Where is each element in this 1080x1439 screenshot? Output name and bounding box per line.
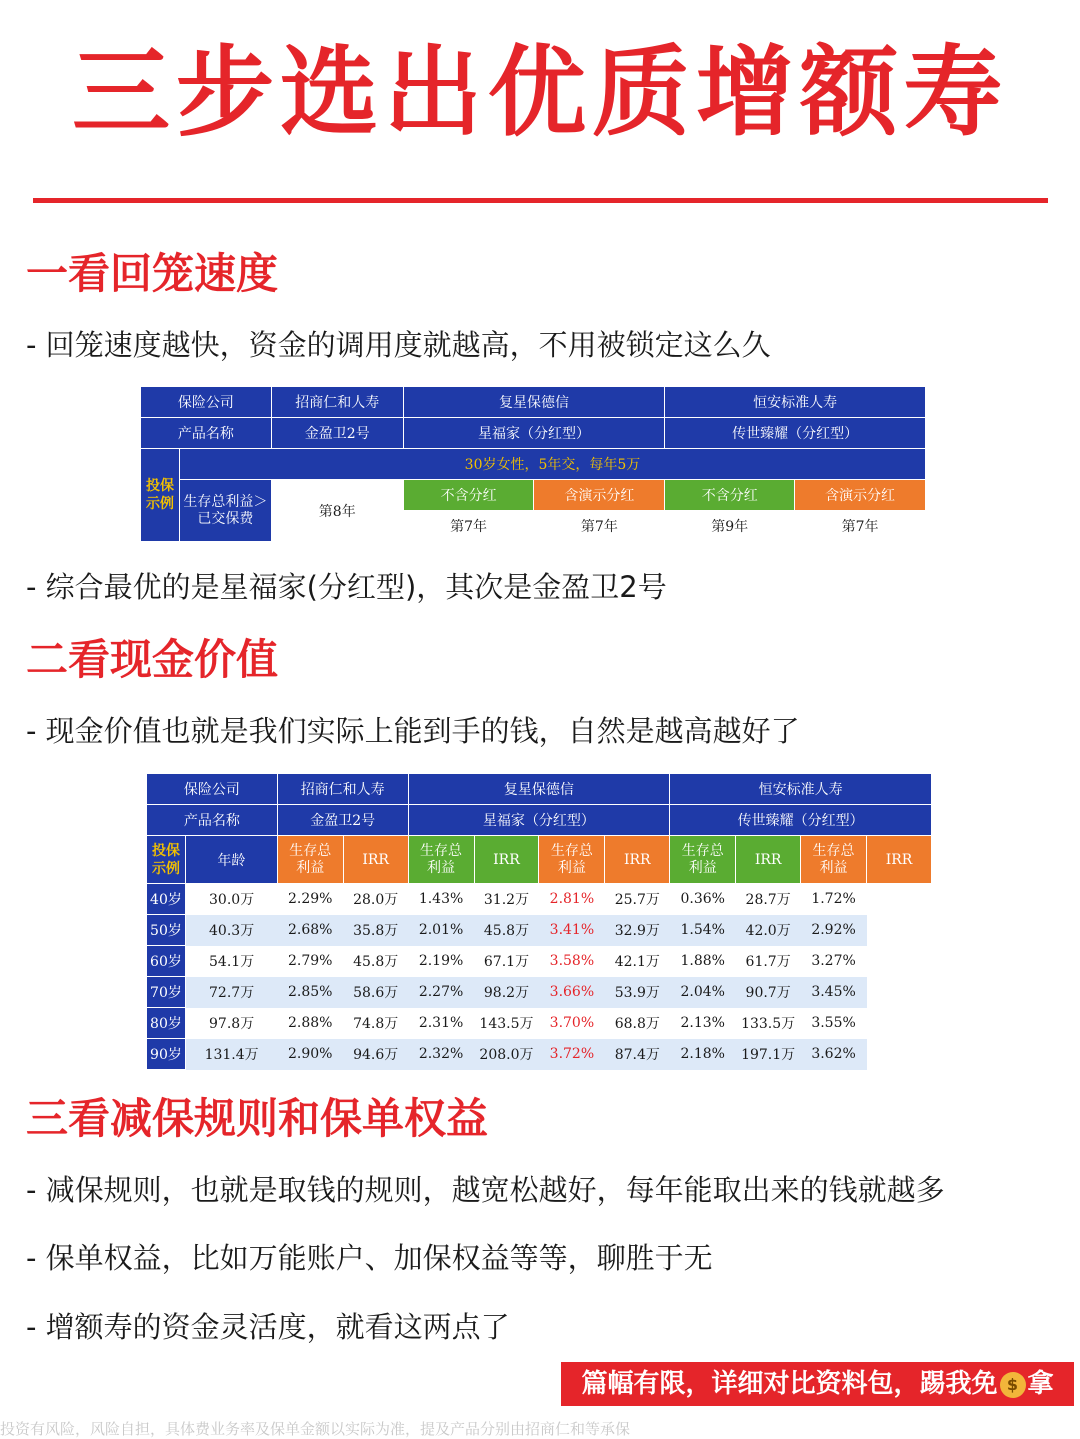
table-cell: 58.6万	[343, 977, 408, 1008]
table-cell: 87.4万	[605, 1039, 670, 1070]
table-cell: 72.7万	[185, 977, 277, 1008]
table-cell: 143.5万	[474, 1008, 539, 1039]
benefit-header: 生存总利益	[408, 836, 474, 884]
section2-paragraph-1: - 现金价值也就是我们实际上能到手的钱，自然是越高越好了	[26, 714, 800, 748]
company-name: 招商仁和人寿	[271, 387, 403, 418]
table-cell: 30.0万	[185, 884, 277, 915]
table-cell: 42.0万	[736, 915, 801, 946]
irr-header: IRR	[343, 836, 408, 884]
table-cell: 2.32%	[408, 1039, 474, 1070]
table-cell: 1.88%	[670, 946, 736, 977]
table-cell: 208.0万	[474, 1039, 539, 1070]
benefit-header: 生存总利益	[277, 836, 343, 884]
table-cell: 2.81%	[539, 884, 605, 915]
table-cell: 2.04%	[670, 977, 736, 1008]
table-cell: 133.5万	[736, 1008, 801, 1039]
product-name: 传世臻耀（分红型）	[665, 418, 926, 449]
company-name: 复星保德信	[408, 774, 670, 805]
cash-value-table	[146, 773, 932, 1070]
table-cell: 第9年	[665, 511, 795, 542]
scenario-text: 30岁女性，5年交，每年5万	[179, 449, 925, 480]
table-row	[147, 915, 932, 946]
table-cell: 74.8万	[343, 1008, 408, 1039]
table-cell: 45.8万	[343, 946, 408, 977]
table-cell: 98.2万	[474, 977, 539, 1008]
irr-header: IRR	[867, 836, 932, 884]
product-name: 传世臻耀（分红型）	[670, 805, 932, 836]
benefit-header: 生存总利益	[539, 836, 605, 884]
table-cell: 1.43%	[408, 884, 474, 915]
row-label: 生存总利益＞已交保费	[179, 480, 271, 542]
table-cell: 61.7万	[736, 946, 801, 977]
table-cell: 2.27%	[408, 977, 474, 1008]
table-cell: 40.3万	[185, 915, 277, 946]
table-row	[147, 946, 932, 977]
table-cell: 53.9万	[605, 977, 670, 1008]
table-cell: 94.6万	[343, 1039, 408, 1070]
table-cell: 54.1万	[185, 946, 277, 977]
company-name: 招商仁和人寿	[277, 774, 408, 805]
table-cell: 2.68%	[277, 915, 343, 946]
table-cell: 90.7万	[736, 977, 801, 1008]
payback-speed-table	[140, 386, 926, 542]
product-label: 产品名称	[141, 418, 272, 449]
page-title: 三步选出优质增额寿	[71, 36, 1008, 150]
table-cell: 2.29%	[277, 884, 343, 915]
table-cell: 2.31%	[408, 1008, 474, 1039]
table-cell: 2.88%	[277, 1008, 343, 1039]
benefit-header: 生存总利益	[670, 836, 736, 884]
table-cell: 3.27%	[801, 946, 867, 977]
company-label: 保险公司	[147, 774, 278, 805]
cta-banner	[561, 1362, 1074, 1406]
section1-paragraph-1: - 回笼速度越快，资金的调用度就越高，不用被锁定这么久	[26, 328, 771, 362]
age-cell: 40岁	[147, 884, 186, 915]
table-row	[147, 1039, 932, 1070]
sub-header: 含演示分红	[795, 480, 926, 511]
company-name: 恒安标准人寿	[670, 774, 932, 805]
table-cell: 197.1万	[736, 1039, 801, 1070]
table-cell: 3.72%	[539, 1039, 605, 1070]
section3-paragraph-3: - 增额寿的资金灵活度，就看这两点了	[26, 1310, 510, 1344]
table-cell: 67.1万	[474, 946, 539, 977]
table-cell: 0.36%	[670, 884, 736, 915]
money-bag-icon: $	[1000, 1372, 1026, 1398]
table-row	[147, 977, 932, 1008]
table-cell: 131.4万	[185, 1039, 277, 1070]
table-row	[147, 1008, 932, 1039]
table-cell: 2.90%	[277, 1039, 343, 1070]
age-cell: 50岁	[147, 915, 186, 946]
footer-disclaimer: 投资有风险，风险自担，具体费业务率及保单金额以实际为准，提及产品分别由招商仁和等承保	[0, 1420, 631, 1438]
age-header: 年龄	[185, 836, 277, 884]
sub-header: 不含分红	[665, 480, 795, 511]
table-cell: 3.45%	[801, 977, 867, 1008]
table-cell: 1.54%	[670, 915, 736, 946]
table-cell: 3.66%	[539, 977, 605, 1008]
table-cell: 28.0万	[343, 884, 408, 915]
product-label: 产品名称	[147, 805, 278, 836]
table-cell: 2.01%	[408, 915, 474, 946]
example-label: 投保示例	[141, 449, 180, 542]
table-cell: 2.19%	[408, 946, 474, 977]
irr-header: IRR	[736, 836, 801, 884]
age-cell: 70岁	[147, 977, 186, 1008]
product-name: 星福家（分红型）	[403, 418, 665, 449]
table-cell: 3.70%	[539, 1008, 605, 1039]
section3-paragraph-2: - 保单权益，比如万能账户、加保权益等等，聊胜于无	[26, 1241, 713, 1275]
section1-paragraph-2: - 综合最优的是星福家(分红型)，其次是金盈卫2号	[26, 570, 667, 604]
table-cell: 32.9万	[605, 915, 670, 946]
table-cell: 35.8万	[343, 915, 408, 946]
section1-heading: 一看回笼速度	[26, 249, 279, 298]
section3-heading: 三看减保规则和保单权益	[26, 1094, 489, 1143]
table-cell: 42.1万	[605, 946, 670, 977]
product-name: 星福家（分红型）	[408, 805, 670, 836]
table-cell: 28.7万	[736, 884, 801, 915]
table-cell: 第7年	[534, 511, 665, 542]
table-cell: 第7年	[403, 511, 534, 542]
table-cell: 31.2万	[474, 884, 539, 915]
age-cell: 90岁	[147, 1039, 186, 1070]
section2-heading: 二看现金价值	[26, 635, 279, 684]
table-cell: 3.62%	[801, 1039, 867, 1070]
table-cell: 25.7万	[605, 884, 670, 915]
table-cell: 3.58%	[539, 946, 605, 977]
company-name: 复星保德信	[403, 387, 665, 418]
product-name: 金盈卫2号	[271, 418, 403, 449]
table-cell: 3.41%	[539, 915, 605, 946]
table-row	[147, 884, 932, 915]
product-name: 金盈卫2号	[277, 805, 408, 836]
table-cell: 45.8万	[474, 915, 539, 946]
cta-text-end: 拿	[1027, 1369, 1054, 1399]
table-cell: 2.85%	[277, 977, 343, 1008]
table-cell: 第8年	[271, 480, 403, 542]
table-cell: 68.8万	[605, 1008, 670, 1039]
title-divider	[33, 198, 1048, 203]
irr-header: IRR	[605, 836, 670, 884]
table-cell: 2.92%	[801, 915, 867, 946]
irr-header: IRR	[474, 836, 539, 884]
company-label: 保险公司	[141, 387, 272, 418]
cta-text: 篇幅有限，详细对比资料包，踢我免	[581, 1369, 998, 1399]
example-label: 投保示例	[147, 836, 186, 884]
table-cell: 97.8万	[185, 1008, 277, 1039]
sub-header: 不含分红	[403, 480, 534, 511]
table-cell: 3.55%	[801, 1008, 867, 1039]
table-cell: 2.18%	[670, 1039, 736, 1070]
company-name: 恒安标准人寿	[665, 387, 926, 418]
age-cell: 60岁	[147, 946, 186, 977]
table-cell: 1.72%	[801, 884, 867, 915]
table-cell: 2.79%	[277, 946, 343, 977]
benefit-header: 生存总利益	[801, 836, 867, 884]
sub-header: 含演示分红	[534, 480, 665, 511]
table-cell: 第7年	[795, 511, 926, 542]
table-cell: 2.13%	[670, 1008, 736, 1039]
age-cell: 80岁	[147, 1008, 186, 1039]
section3-paragraph-1: - 减保规则，也就是取钱的规则，越宽松越好，每年能取出来的钱就越多	[26, 1173, 945, 1207]
